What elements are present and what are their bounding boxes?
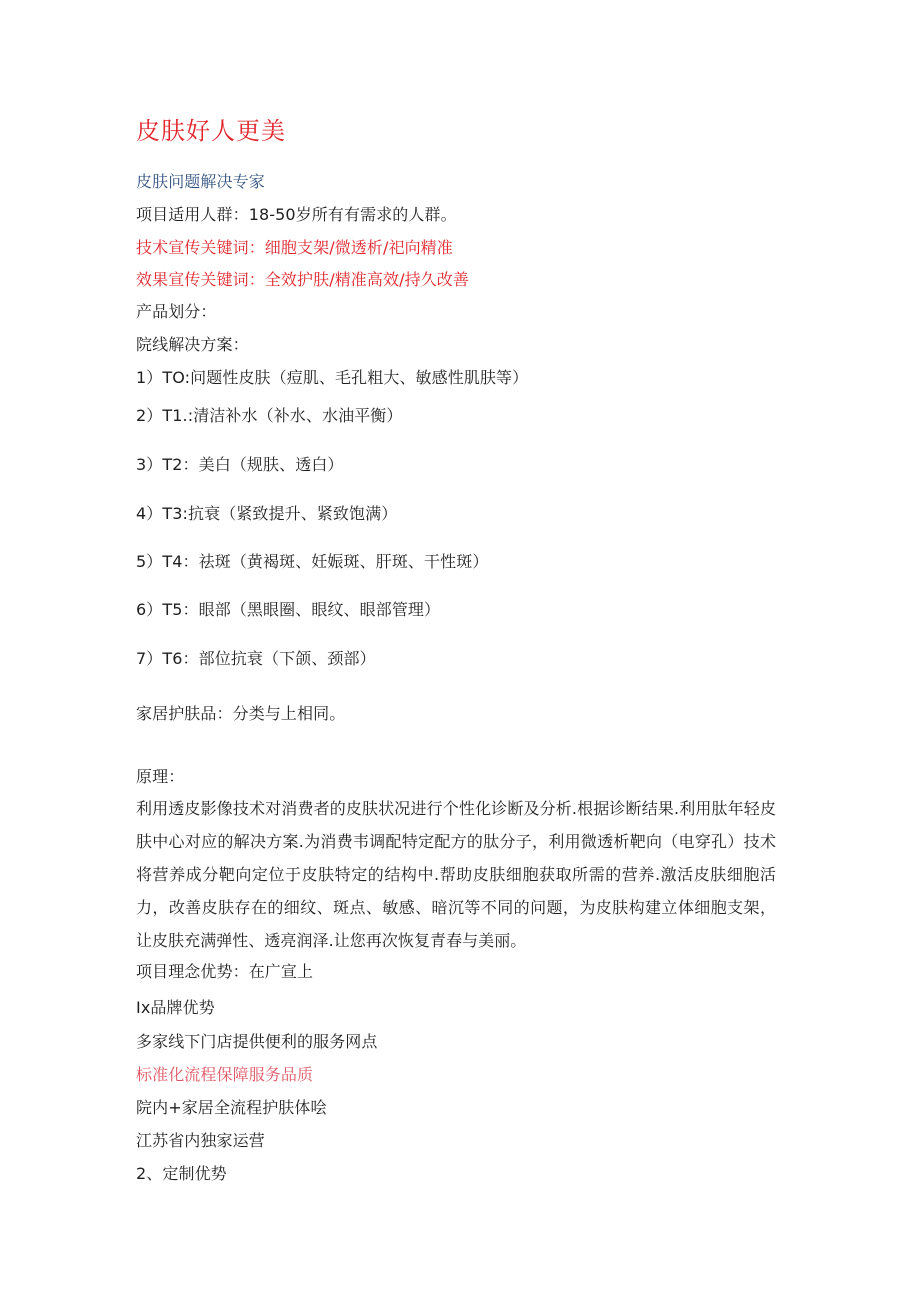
principle-label: 原理： (136, 767, 185, 786)
list-item: 7）T6：部位抗衰（下颌、颈部） (136, 649, 376, 668)
list-item: 4）T3:抗衰（紧致提升、紧致饱满） (136, 504, 398, 523)
clinic-solution-label: 院线解决方案： (136, 335, 249, 354)
page-title: 皮肤好人更美 (136, 117, 286, 145)
brand-advantage-heading: Ix品牌优势 (136, 998, 215, 1017)
advantage-item: 江苏省内独家运营 (136, 1131, 265, 1150)
advantage-item: 院内+家居全流程护肤体哙 (136, 1098, 327, 1117)
list-item: 3）T2：美白（规肤、透白） (136, 455, 344, 474)
custom-advantage-heading: 2、定制优势 (136, 1164, 227, 1183)
effect-keywords: 效果宣传关键词：全效护肤/精准高效/持久改善 (136, 270, 469, 289)
list-item: 6）T5：眼部（黑眼圈、眼纹、眼部管理） (136, 600, 441, 619)
home-products-line: 家居护肤品：分类与上相同。 (136, 704, 346, 723)
advantage-item: 多家线下门店提供便利的服务网点 (136, 1032, 378, 1051)
subtitle: 皮肤问题解决专家 (136, 172, 265, 191)
product-division-label: 产品划分： (136, 302, 217, 321)
principle-paragraph: 利用透皮影像技术对消费者的皮肤状况进行个性化诊断及分析.根据诊断结果.利用肽年轻皮肤中心对应的解决方案.为消费韦调配特定配方的肽分子，利用微透析靶向（电穿孔）技术将营养成分靶向定位于皮肤特定的结构中.帮助皮肤细胞获取所需的营养.激活皮肤细胞活力，改善皮肤存在的细纹、斑点、敏感、暗沉等不同的问题，为皮肤构建立体细胞支架，让皮肤充满弹性、透亮润泽.让您再次恢复青春与美丽。 (136, 799, 776, 950)
target-audience: 项目适用人群：18-50岁所有有需求的人群。 (136, 205, 457, 224)
list-item: 5）T4：祛斑（黄褐斑、妊娠斑、肝斑、干性斑） (136, 552, 489, 571)
advantage-label: 项目理念优势：在广宣上 (136, 962, 314, 981)
tech-keywords: 技术宣传关键词：细胞支架/微透析/祀向精准 (136, 238, 453, 257)
advantage-item: 标准化流程保障服务品质 (136, 1065, 314, 1084)
list-item: 2）T1.:清洁补水（补水、水油平衡） (136, 406, 403, 425)
list-item: 1）TO:问题性皮肤（痘肌、毛孔粗大、敏感性肌肤等） (136, 368, 529, 387)
